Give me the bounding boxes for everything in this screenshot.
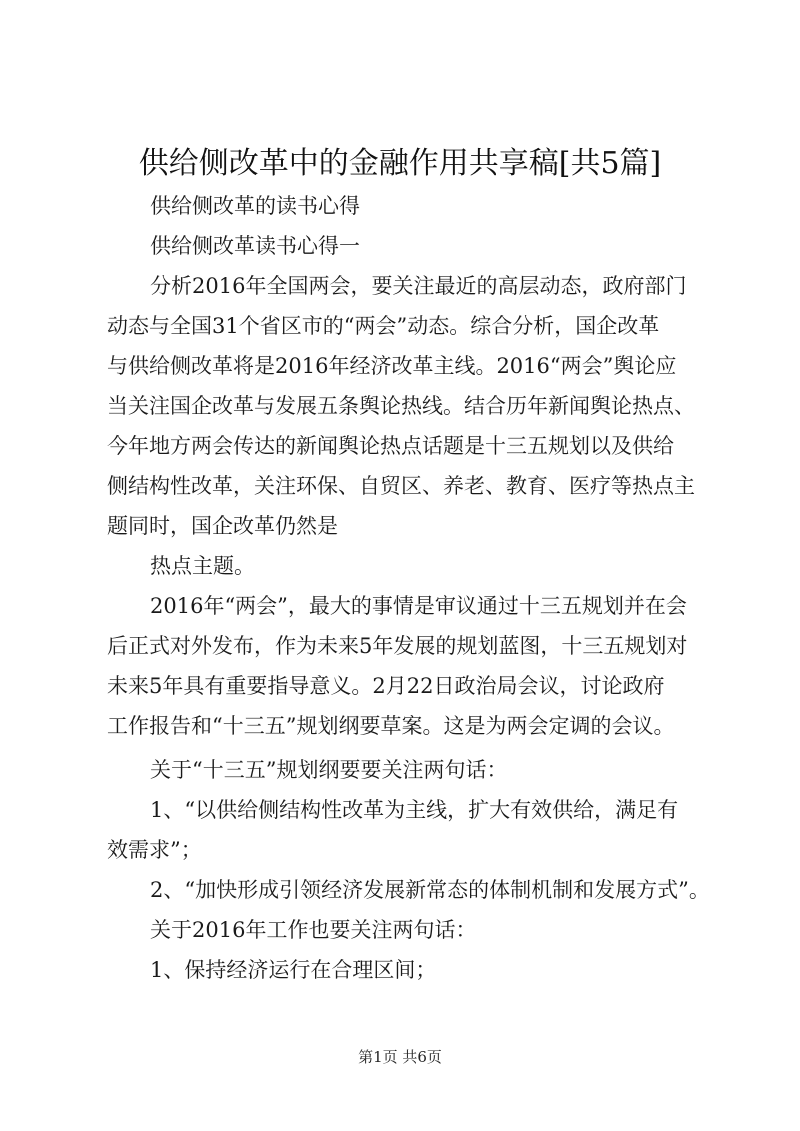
paragraph-line: 2、“加快形成引领经济发展新常态的体制机制和发展方式”。 — [150, 878, 710, 902]
paragraph-line: 工作报告和“十三五”规划纲要草案。这是为两会定调的会议。 — [107, 714, 675, 738]
paragraph-line: 1、“以供给侧结构性改革为主线，扩大有效供给，满足有 — [150, 798, 679, 822]
paragraph-line: 效需求”； — [107, 838, 202, 862]
paragraph-line: 与供给侧改革将是2016年经济改革主线。2016“两会”舆论应 — [107, 354, 677, 378]
paragraph-line: 题同时，国企改革仍然是 — [107, 514, 338, 538]
paragraph-line: 关于“十三五”规划纲要要关注两句话： — [150, 758, 508, 782]
paragraph-line: 2016年“两会”，最大的事情是审议通过十三五规划并在会 — [150, 594, 687, 618]
paragraph-line: 分析2016年全国两会，要关注最近的高层动态，政府部门 — [150, 274, 687, 298]
paragraph-line: 后正式对外发布，作为未来5年发展的规划蓝图，十三五规划对 — [107, 634, 688, 658]
paragraph-line: 今年地方两会传达的新闻舆论热点话题是十三五规划以及供给 — [107, 434, 674, 458]
paragraph-line: 动态与全国31个省区市的“两会”动态。综合分析，国企改革 — [107, 314, 660, 338]
paragraph-line: 1、保持经济运行在合理区间； — [150, 958, 437, 982]
paragraph-line: 侧结构性改革，关注环保、自贸区、养老、教育、医疗等热点主 — [107, 474, 695, 498]
paragraph-line: 供给侧改革的读书心得 — [150, 194, 360, 218]
paragraph-line: 当关注国企改革与发展五条舆论热线。结合历年新闻舆论热点、 — [107, 394, 695, 418]
paragraph-line: 未来5年具有重要指导意义。2月22日政治局会议，讨论政府 — [107, 674, 665, 698]
paragraph-line: 供给侧改革读书心得一 — [150, 234, 360, 258]
paragraph-line: 关于2016年工作也要关注两句话： — [150, 918, 477, 942]
paragraph-line: 热点主题。 — [150, 554, 255, 578]
page-number-footer: 第1页 共6页 — [358, 1048, 442, 1066]
document-title: 供给侧改革中的金融作用共享稿[共5篇] — [138, 146, 662, 181]
